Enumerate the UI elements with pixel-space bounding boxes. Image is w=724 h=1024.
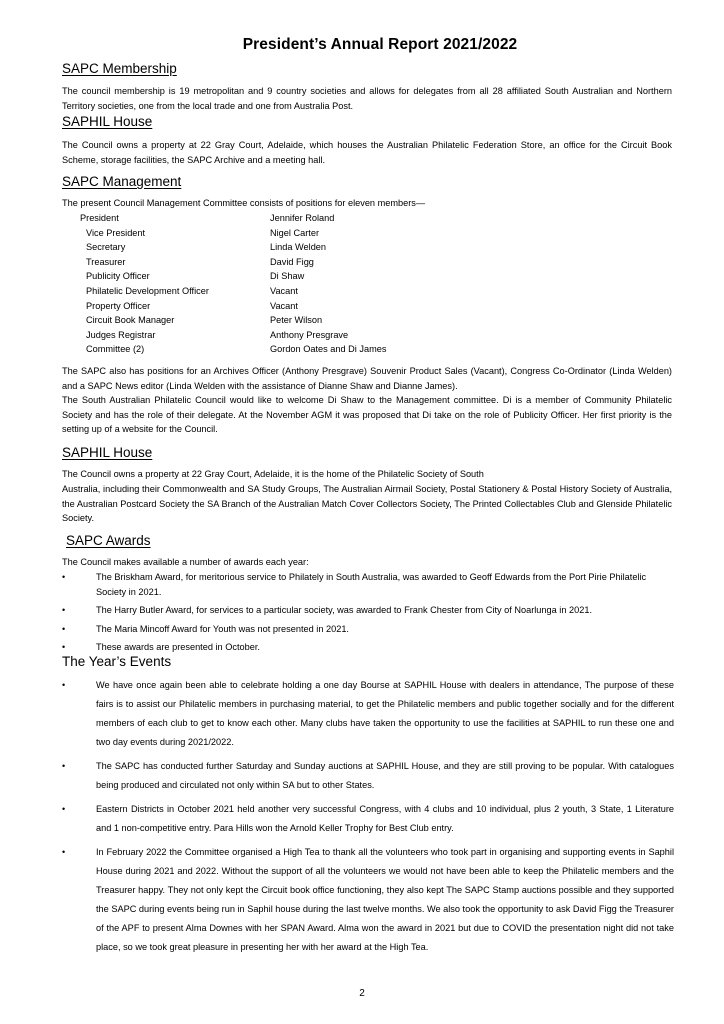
- management-table: [80, 211, 386, 357]
- management-paragraph-1: The SAPC also has positions for an Archives Officer (Anthony Presgrave) Souvenir Product Sales (Vacant), Congress Co-Ordinator (Linda Welden) and a SAPC News editor (Linda Welden with the assistance of Dianne Shaw and Dianne James).: [62, 366, 672, 391]
- role-label: Vice President: [86, 227, 146, 238]
- management-paragraph-2: The South Australian Philatelic Council would like to welcome Di Shaw to the Management committee. Di is a member of Community Philatelic Society and has the role of their delegate. At the November AGM it was proposed that Di take on the role of Publicity Officer. Her first priority is the setting up of a website for the Council.: [62, 395, 672, 434]
- heading-saphil-house-1: SAPHIL House: [62, 114, 153, 129]
- member-name: Jennifer Roland: [270, 213, 335, 223]
- bullet-icon: •: [62, 804, 66, 814]
- member-name: Nigel Carter: [270, 227, 320, 238]
- role-label: Property Officer: [86, 300, 151, 311]
- list-item: [62, 622, 674, 637]
- management-row: [80, 240, 386, 255]
- events-list: [62, 676, 674, 962]
- role-label: Secretary: [86, 242, 126, 253]
- bullet-icon: •: [62, 680, 66, 690]
- list-item-text: The SAPC has conducted further Saturday and Sunday auctions at SAPHIL House, and they are still proving to be popular. With catalogues being produced and circulated not only within SA but to other States.: [96, 761, 674, 790]
- management-row: [80, 313, 386, 328]
- management-row: [80, 284, 386, 299]
- list-item: [62, 640, 674, 655]
- list-item: [62, 676, 674, 752]
- member-name: Peter Wilson: [270, 315, 323, 326]
- list-item-text: We have once again been able to celebrate holding a one day Bourse at SAPHIL House with dealers in attendance, The purpose of these fairs is to assist our Philatelic members in purchasing material, to get the Philatelic members and public together socially and for the different members of each club to get to know each other. Many clubs have taken the opportunity to use the facilities at SAPHIL to run these one and two day events during 2021/2022.: [96, 680, 674, 747]
- bullet-icon: •: [62, 605, 66, 615]
- list-item-text: These awards are presented in October.: [96, 642, 260, 652]
- member-name: Di Shaw: [270, 271, 305, 282]
- bullet-icon: •: [62, 847, 66, 857]
- list-item: [62, 570, 674, 599]
- page-title: President’s Annual Report 2021/2022: [242, 36, 518, 53]
- bullet-icon: •: [62, 642, 66, 652]
- member-name: Vacant: [270, 285, 298, 296]
- member-name: Anthony Presgrave: [270, 329, 349, 340]
- member-name: Linda Welden: [270, 242, 327, 253]
- role-label: Philatelic Development Officer: [86, 285, 209, 296]
- management-row: [80, 211, 386, 226]
- list-item: [62, 603, 674, 618]
- member-name: David Figg: [270, 256, 314, 267]
- bullet-icon: •: [62, 572, 66, 582]
- role-label: Treasurer: [86, 256, 126, 267]
- page-number: 2: [359, 988, 365, 999]
- list-item-text: The Harry Butler Award, for services to a particular society, was awarded to Frank Chester from City of Noarlunga in 2021.: [96, 605, 592, 615]
- role-label: Judges Registrar: [86, 329, 156, 340]
- management-row: [80, 255, 386, 270]
- role-label: Committee (2): [86, 344, 145, 355]
- list-item-text: The Briskham Award, for meritorious service to Philately in South Australia, was awarded to Geoff Edwards from the Port Pirie Philatelic Society in 2021.: [96, 572, 647, 597]
- management-intro: The present Council Management Committee consists of positions for eleven members—: [62, 198, 426, 208]
- list-item-text: Eastern Districts in October 2021 held another very successful Congress, with 4 clubs and 10 individual, plus 2 youth, 3 State, 1 Literature and 1 non-competitive entry. Para Hills won the Arnold Keller Trophy for Best Club entry.: [96, 804, 674, 833]
- membership-paragraph: The council membership is 19 metropolitan and 9 country societies and allows for delegates from all 28 affiliated South Australian and Northern Territory societies, one from the local trade and one from Australia Post.: [62, 86, 672, 111]
- bullet-icon: •: [62, 623, 66, 634]
- bullet-icon: •: [62, 761, 66, 771]
- management-row: [80, 328, 386, 343]
- role-label: Circuit Book Manager: [86, 315, 175, 326]
- management-row: [80, 269, 386, 284]
- list-item: [62, 800, 674, 838]
- list-item-text: In February 2022 the Committee organised a High Tea to thank all the volunteers who took part in organising and supporting events in Saphil House during 2021 and 2022. Without the support of all the volunteers we would not have been able to keep the Philatelic members and the Treasurer happy. They not only kept the Circuit book office functioning, they also kept The SAPC Stamp auctions possible and they supported the SAPC during events being run in Saphil house during the last twelve months. We also took the opportunity to ask David Figg the Treasurer of the APF to present Alma Downes with her SPAN Award. Alma won the award in 2021 but due to COVID the presentation night did not take place, so we took great pleasure in presenting her with her award at the High Tea.: [96, 847, 674, 952]
- saphil-house-line-1: The Council owns a property at 22 Gray Court, Adelaide, it is the home of the Philatelic Society of South: [62, 469, 484, 479]
- heading-saphil-house-2: SAPHIL House: [62, 445, 153, 460]
- management-row: [80, 342, 386, 357]
- heading-membership: SAPC Membership: [62, 61, 177, 76]
- member-name: Gordon Oates and Di James: [270, 344, 387, 355]
- awards-list: [62, 570, 674, 659]
- heading-years-events: The Year’s Events: [62, 654, 172, 669]
- management-row: [80, 299, 386, 314]
- awards-intro: The Council makes available a number of awards each year:: [62, 557, 309, 567]
- role-label: President: [80, 213, 119, 223]
- member-name: Vacant: [270, 300, 298, 311]
- list-item: [62, 757, 674, 795]
- heading-awards: SAPC Awards: [66, 533, 151, 548]
- list-item: [62, 843, 674, 957]
- management-row: [80, 226, 386, 241]
- heading-management: SAPC Management: [62, 174, 182, 189]
- role-label: Publicity Officer: [86, 271, 150, 282]
- list-item-text: The Maria Mincoff Award for Youth was not presented in 2021.: [96, 623, 349, 634]
- saphil-house-paragraph-1: The Council owns a property at 22 Gray Court, Adelaide, which houses the Australian Philatelic Federation Store, an office for the Circuit Book Scheme, storage facilities, the SAPC Archive and a meeting hall.: [62, 140, 672, 165]
- saphil-house-paragraph-2: Australia, including their Commonwealth and SA Study Groups, The Australian Airmail Society, Postal Stationery & Postal History Society of Australia, the Australian Postcard Society the SA Branch of the Australian Match Cover Collectors Society, The Printed Collectables Club and Glenside Philatelic Society.: [62, 484, 672, 523]
